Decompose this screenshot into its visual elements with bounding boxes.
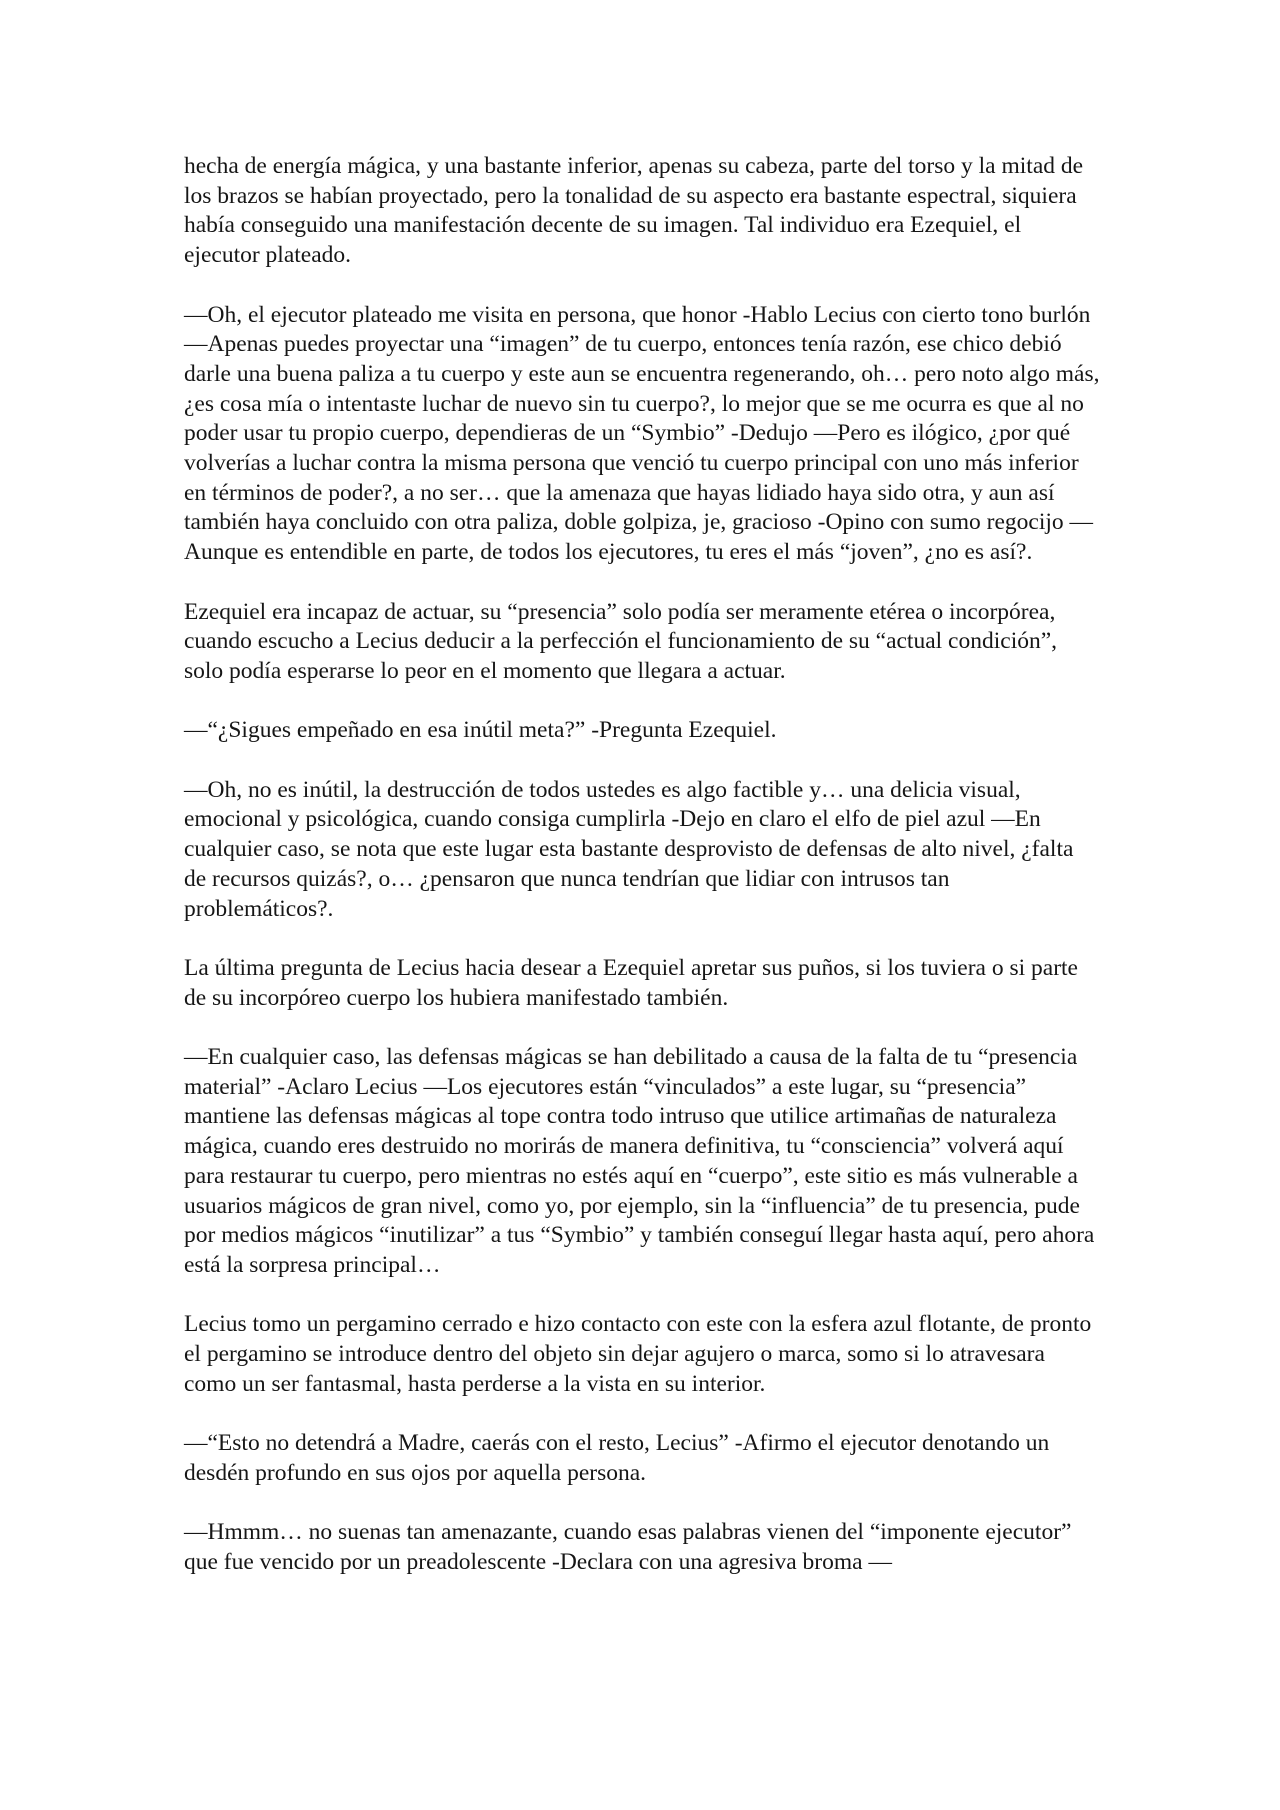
paragraph: —“¿Sigues empeñado en esa inútil meta?” -Pregunta Ezequiel. bbox=[184, 717, 777, 744]
paragraph: —En cualquier caso, las defensas mágicas se han debilitado a causa de la falta de tu “presencia material” -Aclaro Lecius —Los ejecutores están “vinculados” a este lugar, su “presencia” mantiene las defensas mágicas al tope contra todo intruso que utilice artimañas de naturaleza mágica, cuando eres destruido no morirás de manera definitiva, tu “consciencia” volverá aquí para restaurar tu cuerpo, pero mientras no estés aquí en “cuerpo”, este sitio es más vulnerable a usuarios mágicos de gran nivel, como yo, por ejemplo, sin la “influencia” de tu presencia, pude por medios mágicos “inutilizar” a tus “Symbio” y también conseguí llegar hasta aquí, pero ahora está la sorpresa principal… bbox=[184, 1044, 1095, 1278]
paragraph: —Hmmm… no suenas tan amenazante, cuando esas palabras vienen del “imponente ejecutor” que fue vencido por un preadolescente -Declara con una agresiva broma — bbox=[184, 1519, 1072, 1575]
paragraph: —Oh, no es inútil, la destrucción de todos ustedes es algo factible y… una delicia visual, emocional y psicológica, cuando consiga cumplirla -Dejo en claro el elfo de piel azul —En cualquier caso, se nota que este lugar esta bastante desprovisto de defensas de alto nivel, ¿falta de recursos quizás?, o… ¿pensaron que nunca tendrían que lidiar con intrusos tan problemáticos?. bbox=[184, 776, 1074, 922]
paragraph: La última pregunta de Lecius hacia desear a Ezequiel apretar sus puños, si los tuviera o si parte de su incorpóreo cuerpo los hubiera manifestado también. bbox=[184, 954, 1078, 1011]
paragraph: Ezequiel era incapaz de actuar, su “presencia” solo podía ser meramente etérea o incorpórea, cuando escucho a Lecius deducir a la perfección el funcionamiento de su “actual condición”, solo podía esperarse lo peor en el momento que llegara a actuar. bbox=[184, 598, 1058, 684]
paragraph: —Oh, el ejecutor plateado me visita en persona, que honor -Hablo Lecius con cierto tono burlón —Apenas puedes proyectar una “imagen” de tu cuerpo, entonces tenía razón, ese chico debió darle una buena paliza a tu cuerpo y este aun se encuentra regenerando, oh… pero noto algo más, ¿es cosa mía o intentaste luchar de nuevo sin tu cuerpo?, lo mejor que se me ocurra es que al no poder usar tu propio cuerpo, dependieras de un “Symbio” -Dedujo —Pero es ilógico, ¿por qué volverías a luchar contra la misma persona que venció tu cuerpo principal con uno más inferior en términos de poder?, a no ser… que la amenaza que hayas lidiado haya sido otra, y aun así también haya concluido con otra paliza, doble golpiza, je, gracioso -Opino con sumo regocijo —Aunque es entendible en parte, de todos los ejecutores, tu eres el más “joven”, ¿no es así?. bbox=[184, 301, 1100, 566]
paragraph: Lecius tomo un pergamino cerrado e hizo contacto con este con la esfera azul flotante, de pronto el pergamino se introduce dentro del objeto sin dejar agujero o marca, somo si lo atravesara como un ser fantasmal, hasta perderse a la vista en su interior. bbox=[184, 1311, 1092, 1397]
paragraph: —“Esto no detendrá a Madre, caerás con el resto, Lecius” -Afirmo el ejecutor denotando un desdén profundo en sus ojos por aquella persona. bbox=[184, 1430, 1050, 1486]
document-body bbox=[184, 152, 1100, 1578]
paragraph: hecha de energía mágica, y una bastante inferior, apenas su cabeza, parte del torso y la mitad de los brazos se habían proyectado, pero la tonalidad de su aspecto era bastante espectral, siquiera había conseguido una manifestación decente de su imagen. Tal individuo era Ezequiel, el ejecutor plateado. bbox=[184, 153, 1084, 269]
